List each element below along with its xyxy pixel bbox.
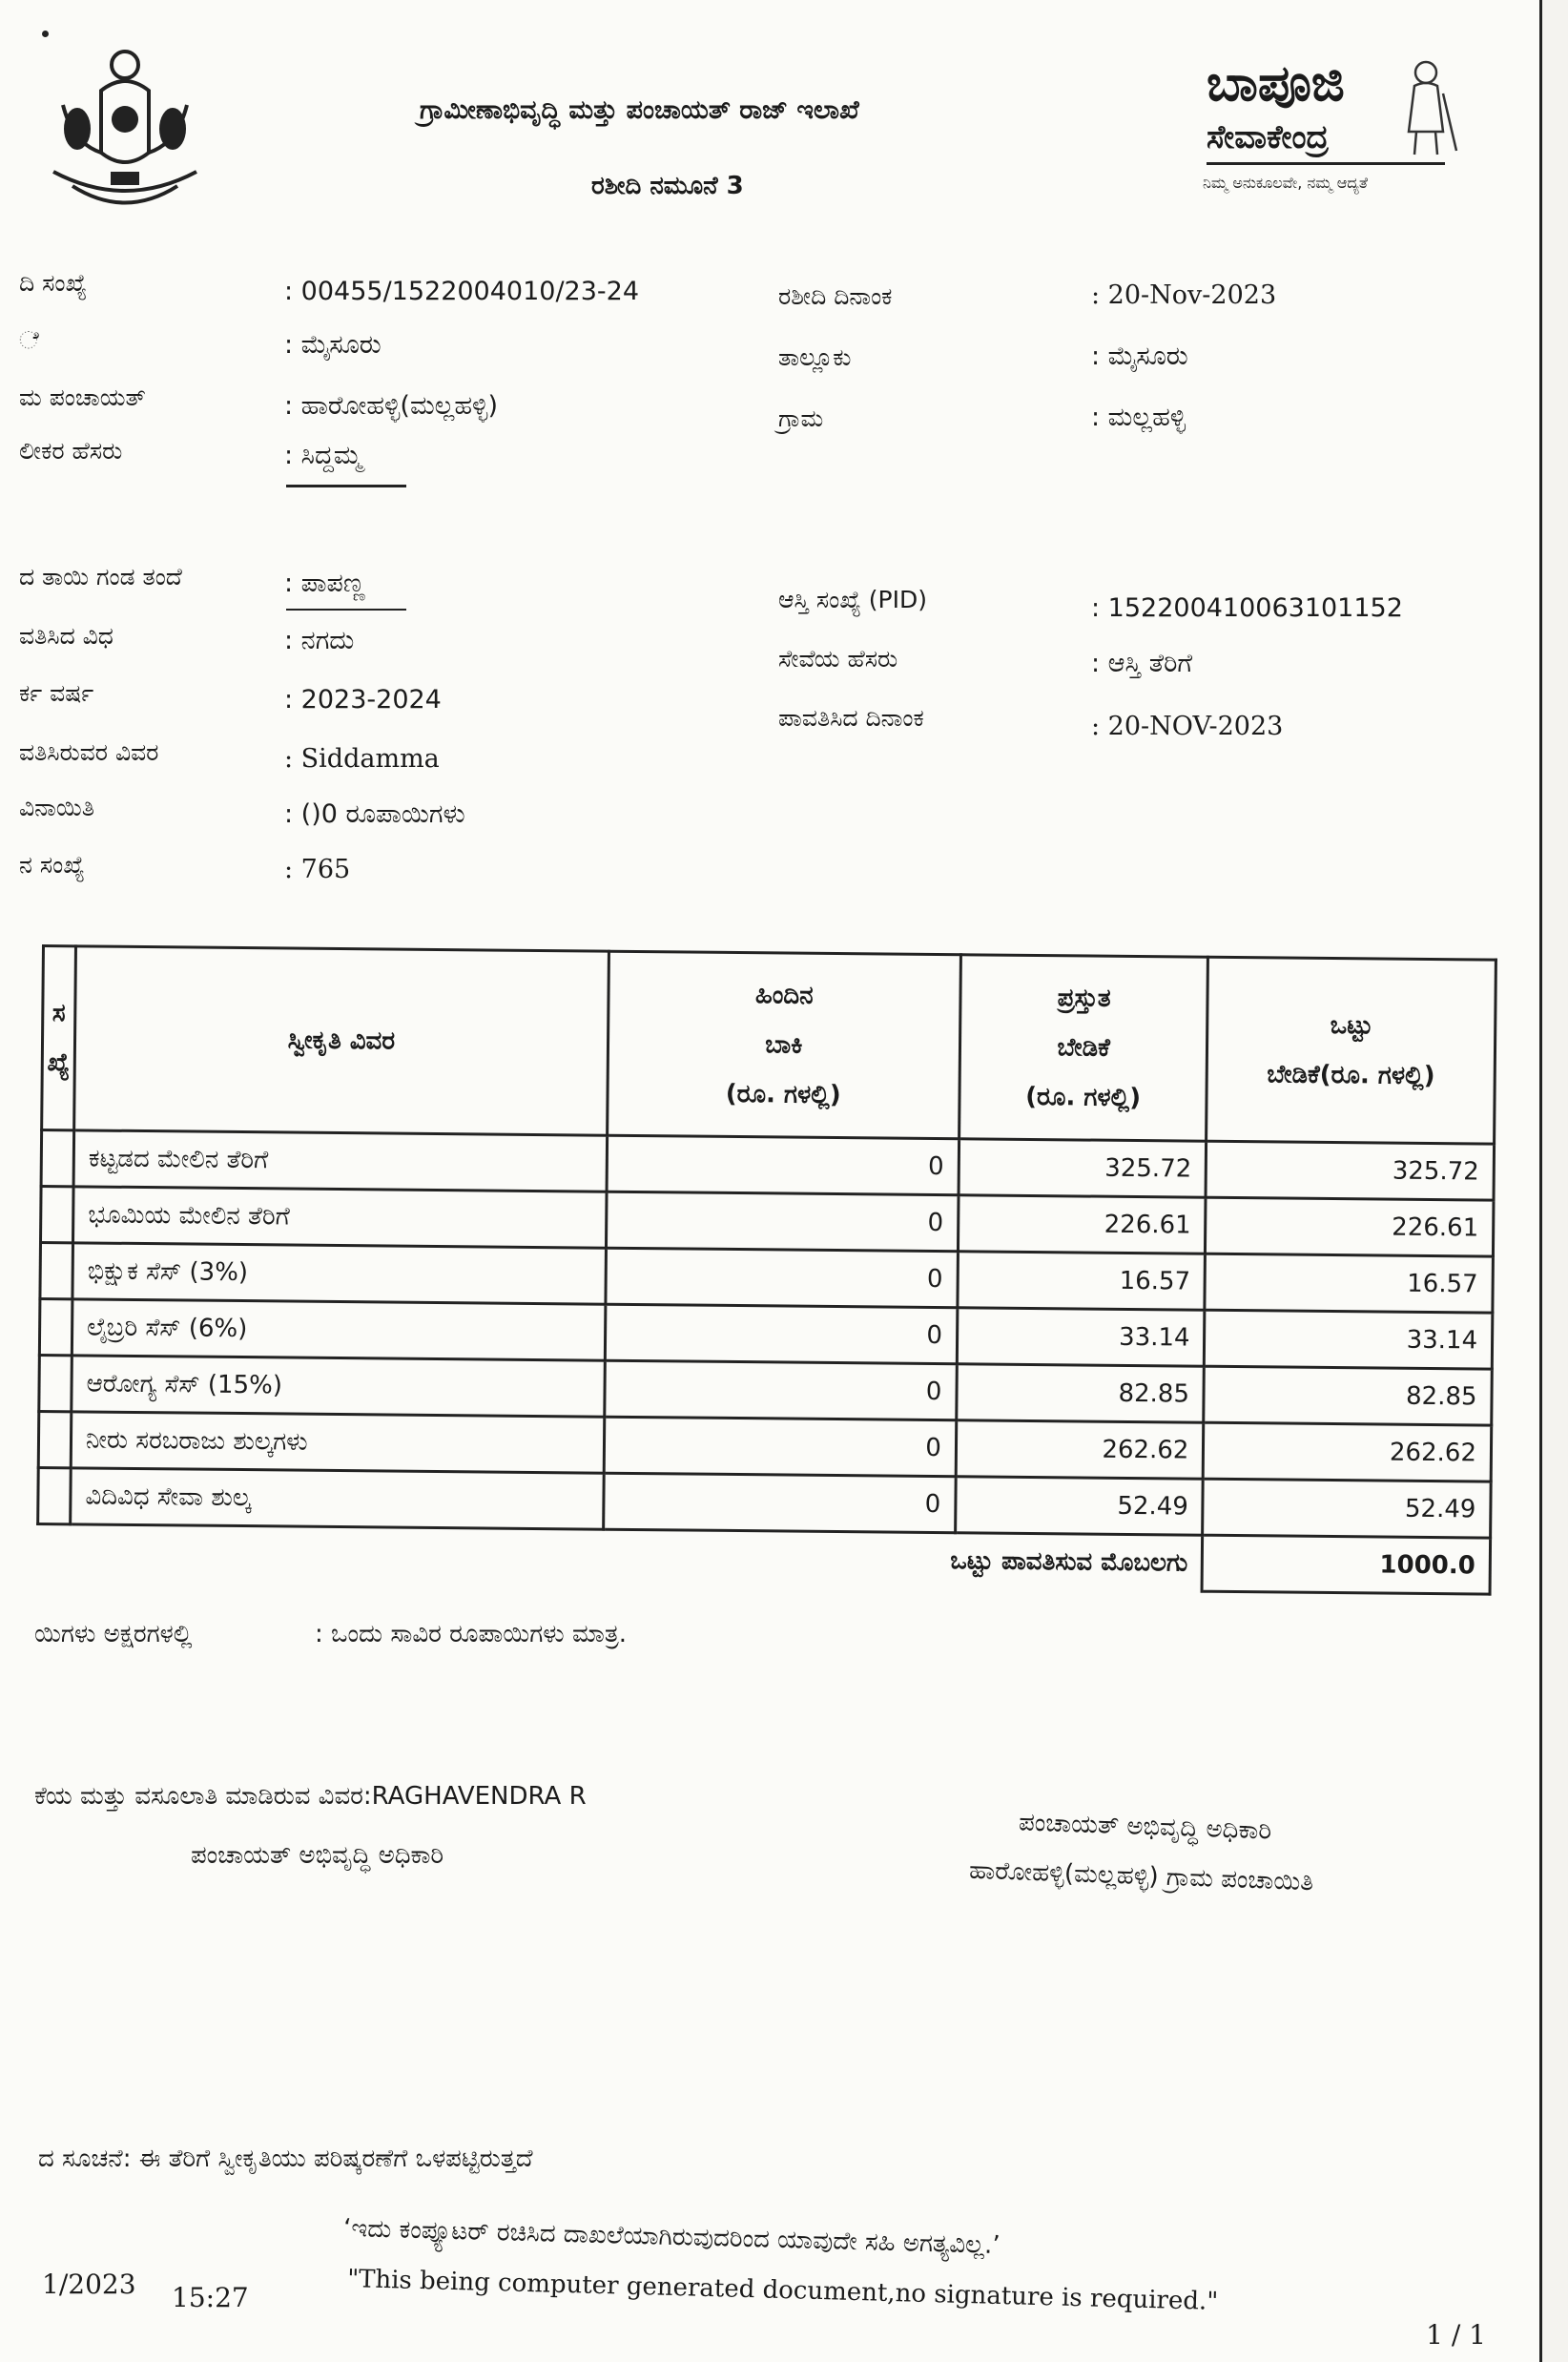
paid-date-label: ಪಾವತಿಸಿದ ದಿನಾಂಕ — [778, 704, 924, 732]
current-demand-cell: 16.57 — [958, 1252, 1206, 1310]
bapuji-logo-line1: ಬಾಪೂಜಿ — [1207, 55, 1345, 113]
total-demand-cell: 325.72 — [1206, 1141, 1494, 1200]
signatory-office: ಹಾರೋಹಳ್ಳಿ(ಮಲ್ಲಹಳ್ಳಿ) ಗ್ರಾಮ ಪಂಚಾಯಿತಿ — [968, 1855, 1314, 1897]
payer-details-label: ವತಿಸಿರುವರ ವಿವರ — [19, 738, 159, 766]
bapuji-logo — [1197, 55, 1483, 218]
property-id-label: ಆಸ್ತಿ ಸಂಖ್ಯೆ (PID) — [778, 586, 927, 613]
owner-name-underline — [286, 485, 406, 487]
serial-cell — [41, 1130, 74, 1187]
total-demand-column-header: ಒಟ್ಟು ಬೇಡಿಕೆ(ರೂ. ಗಳಲ್ಲಿ) — [1207, 957, 1496, 1144]
current-demand-column-header: ಪ್ರಸ್ತುತ ಬೇಡಿಕೆ (ರೂ. ಗಳಲ್ಲಿ) — [959, 955, 1207, 1141]
karnataka-emblem-icon — [44, 38, 206, 219]
district-label: ೆ — [19, 326, 39, 354]
number-value: : 765 — [284, 855, 351, 884]
previous-balance-cell: 0 — [606, 1191, 959, 1252]
number-label: ನ ಸಂಖ್ಯೆ — [19, 851, 85, 879]
serial-column-header: ಸ ಖ್ಯೆ — [42, 946, 76, 1130]
serial-cell — [39, 1355, 72, 1411]
village-label: ಗ್ರಾಮ — [778, 404, 824, 432]
footer-time: 15:27 — [172, 2282, 249, 2313]
bapuji-logo-underline — [1207, 162, 1445, 165]
exemption-value: : ()0 ರೂಪಾಯಿಗಳು — [284, 799, 465, 829]
taluk-label: ತಾಲ್ಲೂಕು — [778, 343, 852, 371]
previous-balance-cell: 0 — [605, 1304, 958, 1364]
total-demand-cell: 262.62 — [1204, 1422, 1492, 1481]
relative-name-value: : ಪಾಪಣ್ಣ — [284, 569, 365, 598]
owner-name-label: ಲೀಕರ ಹೆಸರು — [19, 437, 123, 465]
footer-date: 1/2023 — [42, 2269, 136, 2300]
gandhi-figure-icon — [1388, 55, 1464, 160]
paid-date-value: : 20-NOV-2023 — [1091, 712, 1284, 741]
tax-description-cell: ಭಿಕ್ಷುಕ ಸೆಸ್ (3%) — [72, 1243, 606, 1304]
service-name-value: : ಆಸ್ತಿ ತೆರಿಗೆ — [1091, 649, 1193, 678]
serial-cell — [40, 1243, 73, 1299]
total-demand-cell: 52.49 — [1203, 1479, 1491, 1538]
tax-description-cell: ನೀರು ಸರಬರಾಜು ಶುಲ್ಕಗಳು — [71, 1412, 604, 1473]
property-id-value: : 152200410063101152 — [1091, 593, 1403, 623]
previous-balance-cell: 0 — [604, 1417, 957, 1477]
previous-balance-cell: 0 — [603, 1473, 956, 1533]
gram-panchayat-label: ಮ ಪಂಚಾಯತ್ — [19, 383, 146, 411]
amount-in-words-label: ಯಿಗಳು ಅಕ್ಷರಗಳಲ್ಲಿ — [34, 1620, 193, 1648]
total-demand-cell: 226.61 — [1206, 1197, 1494, 1256]
total-demand-cell: 16.57 — [1205, 1254, 1493, 1313]
total-amount-label: ಒಟ್ಟು ಪಾವತಿಸುವ ಮೊಬಲಗು — [37, 1523, 1203, 1591]
relative-name-underline — [286, 609, 406, 611]
previous-balance-cell: 0 — [604, 1360, 957, 1420]
financial-year-value: : 2023-2024 — [284, 685, 442, 715]
collector-details: ಕೆಯ ಮತ್ತು ವಸೂಲಾತಿ ಮಾಡಿರುವ ವಿವರ:RAGHAVENDRA R — [34, 1782, 587, 1811]
total-amount-value: 1000.0 — [1202, 1535, 1490, 1594]
owner-name-value: : ಸಿದ್ದಮ್ಮ — [284, 441, 362, 470]
district-value: : ಮೈಸೂರು — [284, 330, 382, 360]
collector-title: ಪಂಚಾಯತ್ ಅಭಿವೃದ್ಧಿ ಅಧಿಕಾರಿ — [191, 1841, 444, 1870]
payment-mode-label: ವತಿಸಿದ ವಿಧ — [19, 622, 113, 650]
serial-cell — [38, 1467, 72, 1523]
payment-mode-value: : ನಗದು — [284, 626, 355, 655]
serial-cell — [39, 1298, 72, 1355]
taluk-value: : ಮೈಸೂರು — [1091, 342, 1188, 371]
current-demand-cell: 325.72 — [959, 1139, 1207, 1197]
amount-in-words-value: : ಒಂದು ಸಾವಿರ ರೂಪಾಯಿಗಳು ಮಾತ್ರ. — [315, 1620, 627, 1648]
table-header-row — [42, 946, 1496, 1145]
current-demand-cell: 52.49 — [955, 1477, 1203, 1535]
receipt-number-label: ದಿ ಸಂಖ್ಯೆ — [19, 269, 88, 297]
receipt-date-value: : 20-Nov-2023 — [1091, 280, 1277, 310]
serial-cell — [38, 1411, 72, 1467]
current-demand-cell: 262.62 — [956, 1420, 1204, 1479]
exemption-label: ವಿನಾಯಿತಿ — [19, 794, 94, 821]
page-number: 1 / 1 — [1426, 2319, 1486, 2351]
tax-description-cell: ವಿದಿವಿಧ ಸೇವಾ ಶುಲ್ಕ — [71, 1468, 604, 1529]
receipt-number-value: : 00455/1522004010/23-24 — [284, 277, 640, 306]
gram-panchayat-value: : ಹಾರೋಹಳ್ಳಿ(ಮಲ್ಲಹಳ್ಳಿ) — [284, 391, 498, 421]
department-title: ಗ್ರಾಮೀಣಾಭಿವೃದ್ಧಿ ಮತ್ತು ಪಂಚಾಯತ್ ರಾಜ್ ಇಲಾಖೆ — [420, 95, 859, 125]
revision-note: ದ ಸೂಚನೆ: ಈ ತೆರಿಗೆ ಸ್ವೀಕೃತಿಯು ಪರಿಷ್ಕರಣೆಗೆ ಒಳಪಟ್ಟಿರುತ್ತದೆ — [38, 2144, 533, 2173]
current-demand-cell: 33.14 — [957, 1308, 1205, 1366]
tax-description-cell: ಭೂಮಿಯ ಮೇಲಿನ ತೆರಿಗೆ — [72, 1187, 606, 1248]
total-demand-cell: 33.14 — [1205, 1310, 1493, 1369]
tax-receipt-table — [36, 944, 1497, 1596]
current-demand-cell: 226.61 — [958, 1195, 1206, 1254]
service-name-label: ಸೇವೆಯ ಹೆಸರು — [778, 645, 898, 673]
current-demand-cell: 82.85 — [957, 1364, 1205, 1422]
tax-description-cell: ಆರೋಗ್ಯ ಸೆಸ್ (15%) — [72, 1356, 605, 1417]
serial-cell — [41, 1187, 74, 1243]
previous-balance-cell: 0 — [606, 1248, 959, 1308]
form-title: ರಶೀದಿ ನಮೂನೆ 3 — [591, 172, 744, 200]
previous-balance-cell: 0 — [607, 1135, 959, 1195]
previous-balance-column-header: ಹಿಂದಿನ ಬಾಕಿ (ರೂ. ಗಳಲ್ಲಿ) — [607, 951, 960, 1139]
tax-description-cell: ಕಟ್ಟಡದ ಮೇಲಿನ ತೆರಿಗೆ — [73, 1130, 607, 1191]
relative-name-label: ದ ತಾಯಿ ಗಂಡ ತಂದೆ — [19, 563, 182, 590]
bapuji-logo-tagline: ನಿಮ್ಮ ಅನುಕೂಲವೇ, ನಮ್ಮ ಆದ್ಯತೆ — [1203, 174, 1368, 192]
signatory-title: ಪಂಚಾಯತ್ ಅಭಿವೃದ್ಧಿ ಅಧಿಕಾರಿ — [1018, 1808, 1272, 1846]
disclaimer-english: "This being computer generated document,no signature is required." — [346, 2265, 1219, 2316]
receipt-date-label: ರಶೀದಿ ದಿನಾಂಕ — [778, 282, 893, 310]
total-demand-cell: 82.85 — [1204, 1366, 1492, 1425]
tax-description-cell: ಲೈಬ್ರರಿ ಸೆಸ್ (6%) — [72, 1299, 605, 1360]
corner-dot — [42, 31, 49, 37]
financial-year-label: ರ್ಕ ವರ್ಷ — [19, 679, 94, 707]
payer-details-value: : Siddamma — [284, 744, 440, 774]
bapuji-logo-line2: ಸೇವಾಕೇಂದ್ರ — [1207, 118, 1330, 156]
village-value: : ಮಲ್ಲಹಳ್ಳಿ — [1091, 403, 1186, 432]
receipt-details-column-header: ಸ್ವೀಕೃತಿ ವಿವರ — [74, 946, 609, 1135]
disclaimer-kannada: ‘ಇದು ಕಂಪ್ಯೂಟರ್ ರಚಿಸಿದ ದಾಖಲೆಯಾಗಿರುವುದರಿಂದ ಯಾವುದೇ ಸಹಿ ಅಗತ್ಯವಿಲ್ಲ.’ — [342, 2213, 1001, 2261]
